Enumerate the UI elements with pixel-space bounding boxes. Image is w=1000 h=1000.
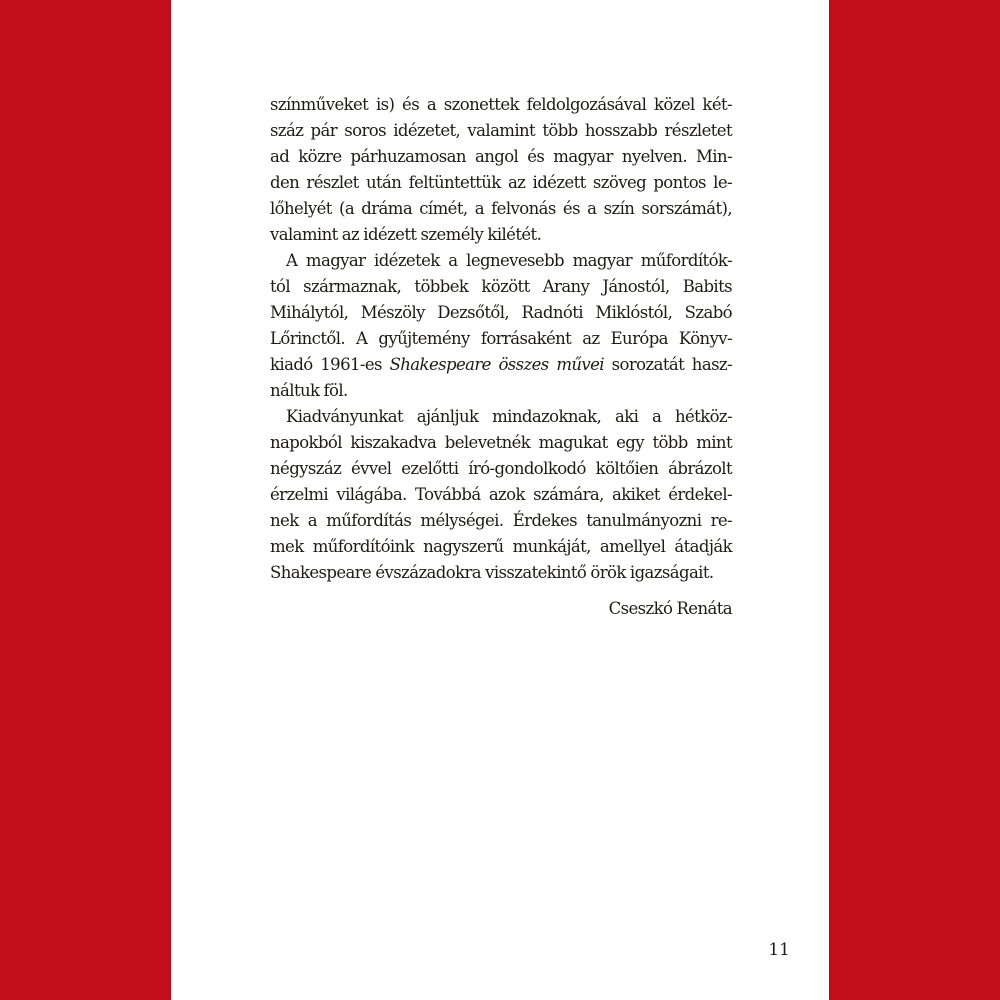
text-line: mek műfordítóink nagyszerű munkáját, amellyel átadják bbox=[270, 537, 732, 556]
paragraph-2 bbox=[270, 248, 732, 404]
text-line: lőhelyét (a dráma címét, a felvonás és a szín sorszámát), bbox=[270, 199, 732, 218]
text-line: Lőrinctől. A gyűjtemény forrásaként az Európa Könyv- bbox=[270, 329, 732, 348]
text-line: érzelmi világába. Továbbá azok számára, akiket érdekel- bbox=[270, 485, 732, 504]
paragraph-3 bbox=[270, 404, 732, 586]
right-red-margin bbox=[829, 0, 1000, 1000]
body-text bbox=[270, 92, 732, 622]
text-line: négyszáz évvel ezelőtti író-gondolkodó költőien ábrázolt bbox=[270, 459, 732, 478]
text-fragment: kiadó 1961-es bbox=[270, 355, 382, 374]
text-line: nek a műfordítás mélységei. Érdekes tanulmányozni re- bbox=[270, 511, 732, 530]
text-line: valamint az idézett személy kilétét. bbox=[270, 225, 542, 244]
text-line: Kiadványunkat ajánljuk mindazoknak, aki a hétköz- bbox=[286, 407, 732, 426]
text-line-with-book-title bbox=[270, 352, 732, 378]
author-signature: Cseszkó Renáta bbox=[608, 599, 732, 618]
text-line: tól származnak, többek között Arany Jánostól, Babits bbox=[270, 277, 732, 296]
text-line: napokból kiszakadva belevetnék magukat egy több mint bbox=[270, 433, 732, 452]
book-title: Shakespeare összes művei bbox=[389, 355, 604, 374]
left-red-margin bbox=[0, 0, 171, 1000]
page-number: 11 bbox=[768, 940, 790, 960]
text-line: ad közre párhuzamosan angol és magyar nyelven. Min- bbox=[270, 147, 732, 166]
text-line: színműveket is) és a szonettek feldolgozásával közel két- bbox=[270, 95, 732, 114]
text-line: náltuk föl. bbox=[270, 381, 348, 400]
paragraph-1 bbox=[270, 92, 732, 248]
text-line: A magyar idézetek a legnevesebb magyar műfordítók- bbox=[286, 251, 732, 270]
text-line: száz pár soros idézetet, valamint több hosszabb részletet bbox=[270, 121, 732, 140]
text-line: den részlet után feltüntettük az idézett szöveg pontos le- bbox=[270, 173, 732, 192]
book-page bbox=[171, 0, 829, 1000]
text-line: Shakespeare évszázadokra visszatekintő örök igazságait. bbox=[270, 563, 714, 582]
text-fragment: sorozatát hasz- bbox=[611, 355, 732, 374]
text-line: Mihálytól, Mészöly Dezsőtől, Radnóti Miklóstól, Szabó bbox=[270, 303, 732, 322]
